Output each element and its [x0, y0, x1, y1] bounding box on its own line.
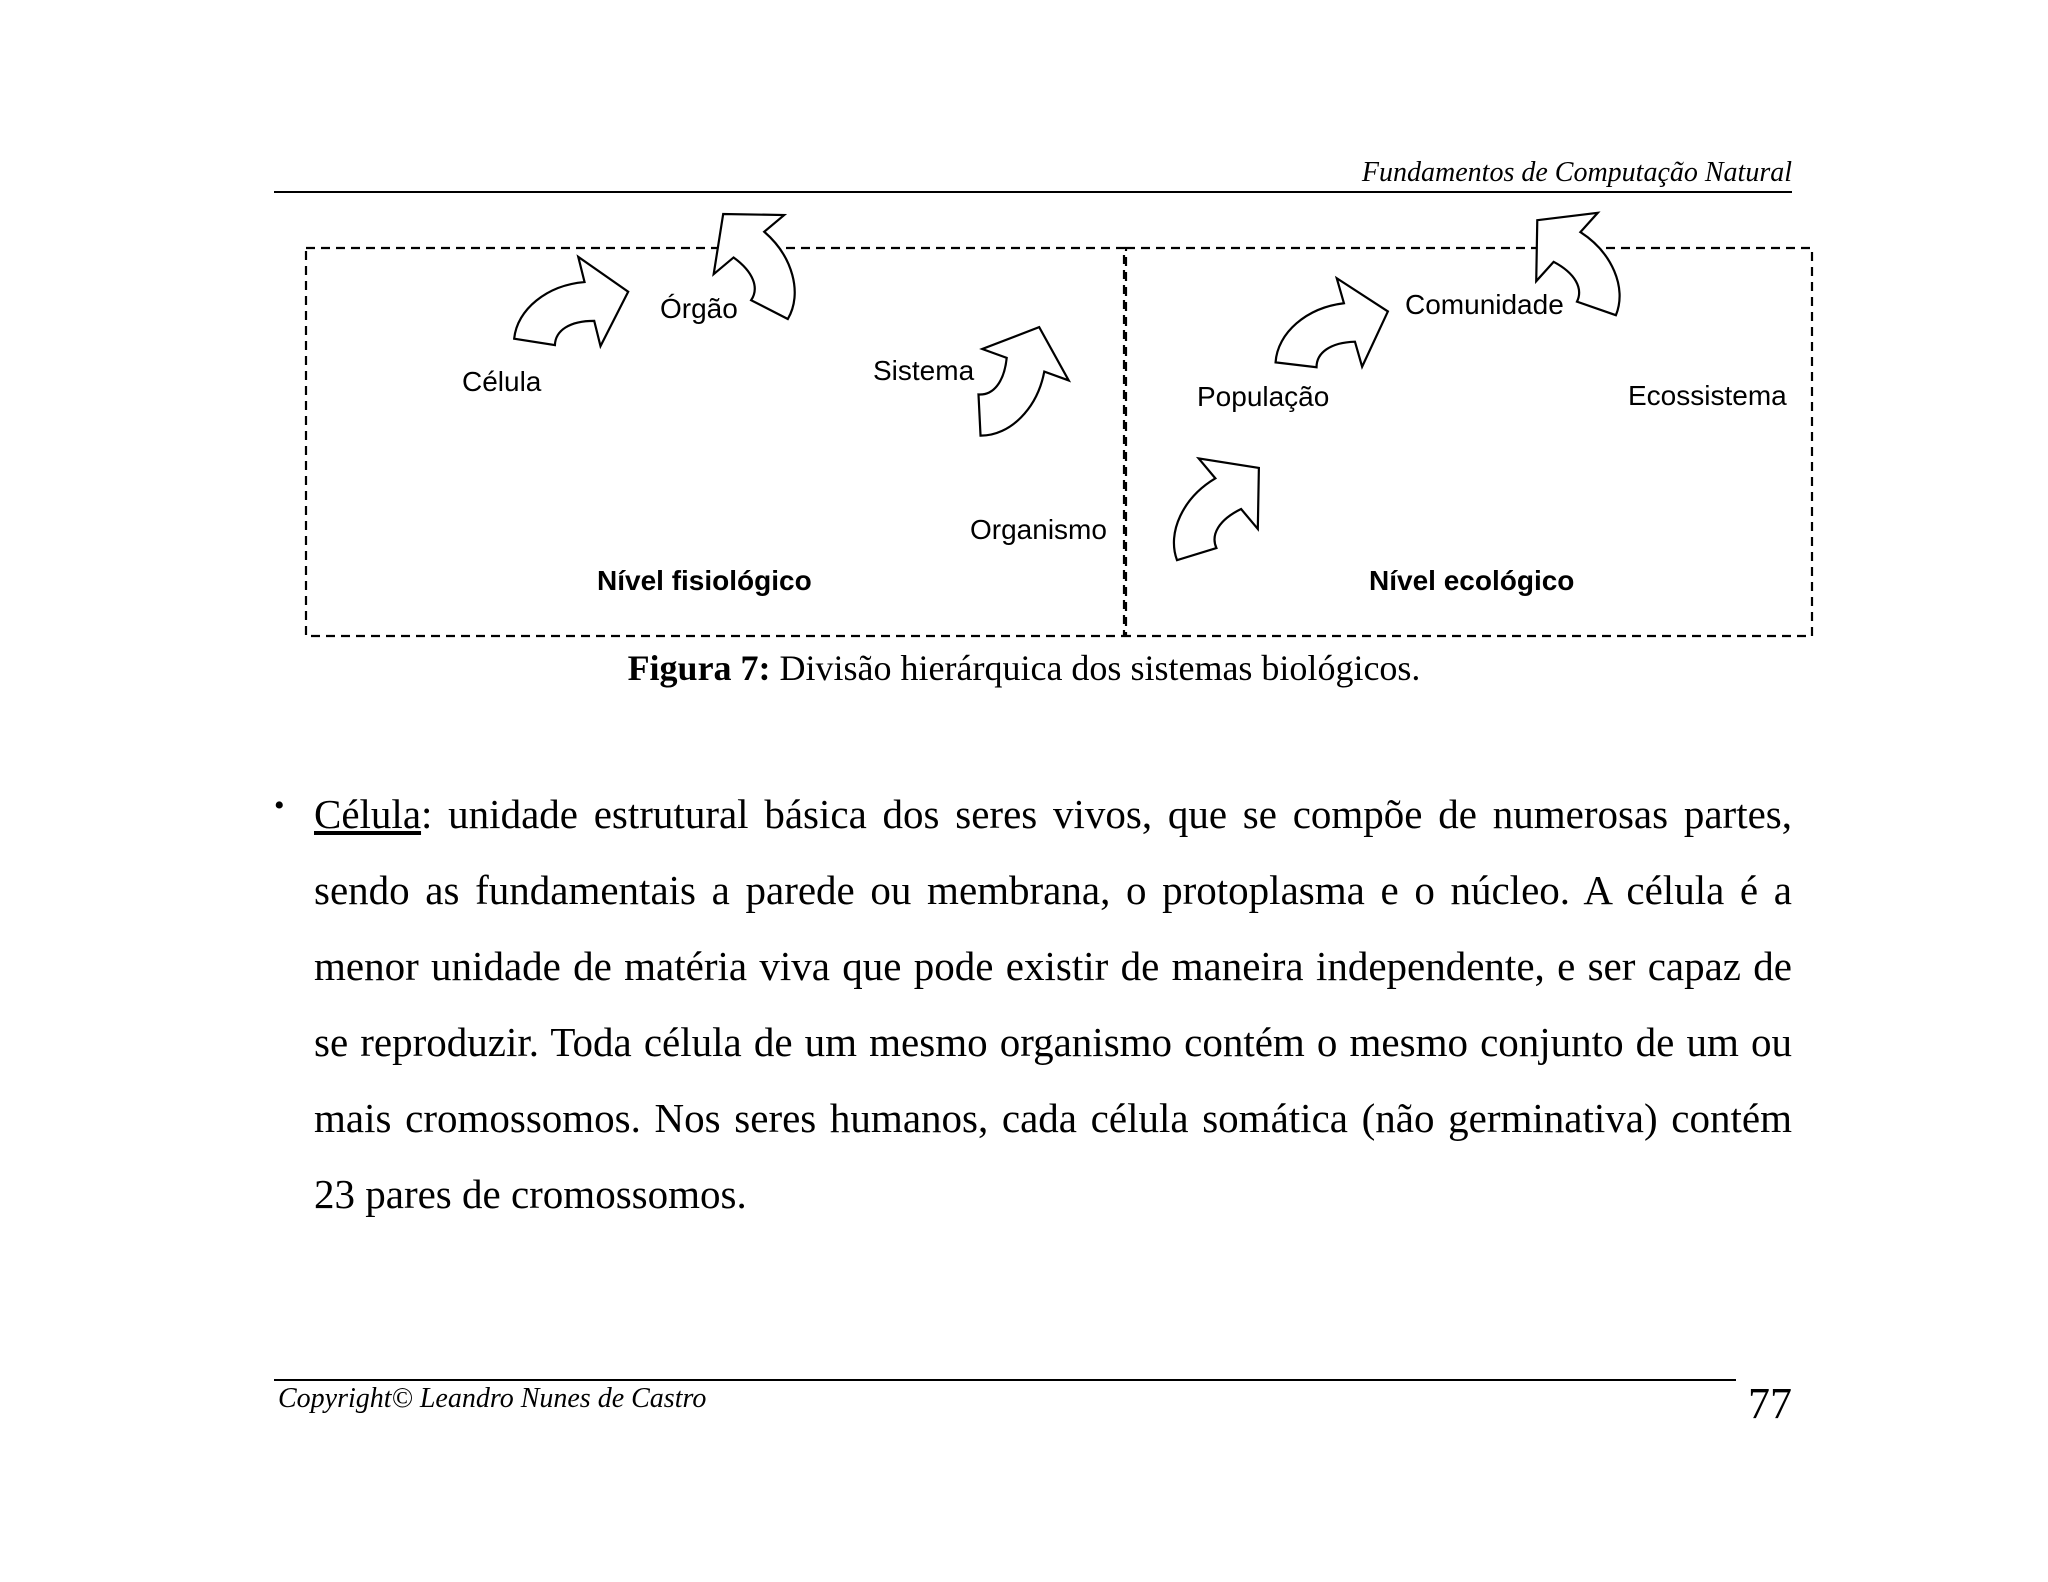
- label-cell: Célula: [462, 366, 542, 397]
- label-organism: Organismo: [970, 514, 1107, 545]
- caption-number: Figura 7:: [627, 648, 771, 688]
- bullet-marker: •: [274, 789, 285, 822]
- arrow-organism-to-population: [1136, 433, 1289, 582]
- label-population: População: [1197, 381, 1330, 412]
- footer-copyright: Copyright© Leandro Nunes de Castro: [278, 1383, 707, 1414]
- level-ecological: Nível ecológico: [1369, 565, 1575, 596]
- hierarchy-figure: [0, 0, 2048, 660]
- figure-caption: [0, 646, 2048, 690]
- defined-term: Célula: [314, 791, 422, 837]
- label-organ: Órgão: [660, 293, 738, 324]
- level-physiological: Nível fisiológico: [597, 565, 812, 596]
- page-number: 77: [1748, 1379, 1792, 1428]
- arrow-cell-to-organ: [499, 247, 640, 366]
- paragraph: [314, 776, 1792, 1232]
- footer-rule: [274, 1379, 1736, 1381]
- running-header-title: Fundamentos de Computação Natural: [1361, 157, 1792, 188]
- label-community: Comunidade: [1405, 289, 1564, 320]
- label-system: Sistema: [873, 355, 975, 386]
- bullet-item: [274, 776, 1792, 1232]
- arrow-population-to-community: [1258, 267, 1401, 389]
- caption-text: Divisão hierárquica dos sistemas biológicos.: [779, 648, 1421, 688]
- definition-text: : unidade estrutural básica dos seres vivos, que se compõe de numerosas partes, sendo as fundamentais a parede ou membrana, o protoplasma e o núcleo. A célula é a menor unidade de matéria viva que pode existir de maneira independente, e ser capaz de se reproduzir. Toda célula de um mesmo organismo contém o mesmo conjunto de um ou mais cromossomos. Nos seres humanos, cada célula somática (não germinativa) contém 23 pares de cromossomos.: [314, 791, 1792, 1217]
- label-ecosystem: Ecossistema: [1628, 380, 1787, 411]
